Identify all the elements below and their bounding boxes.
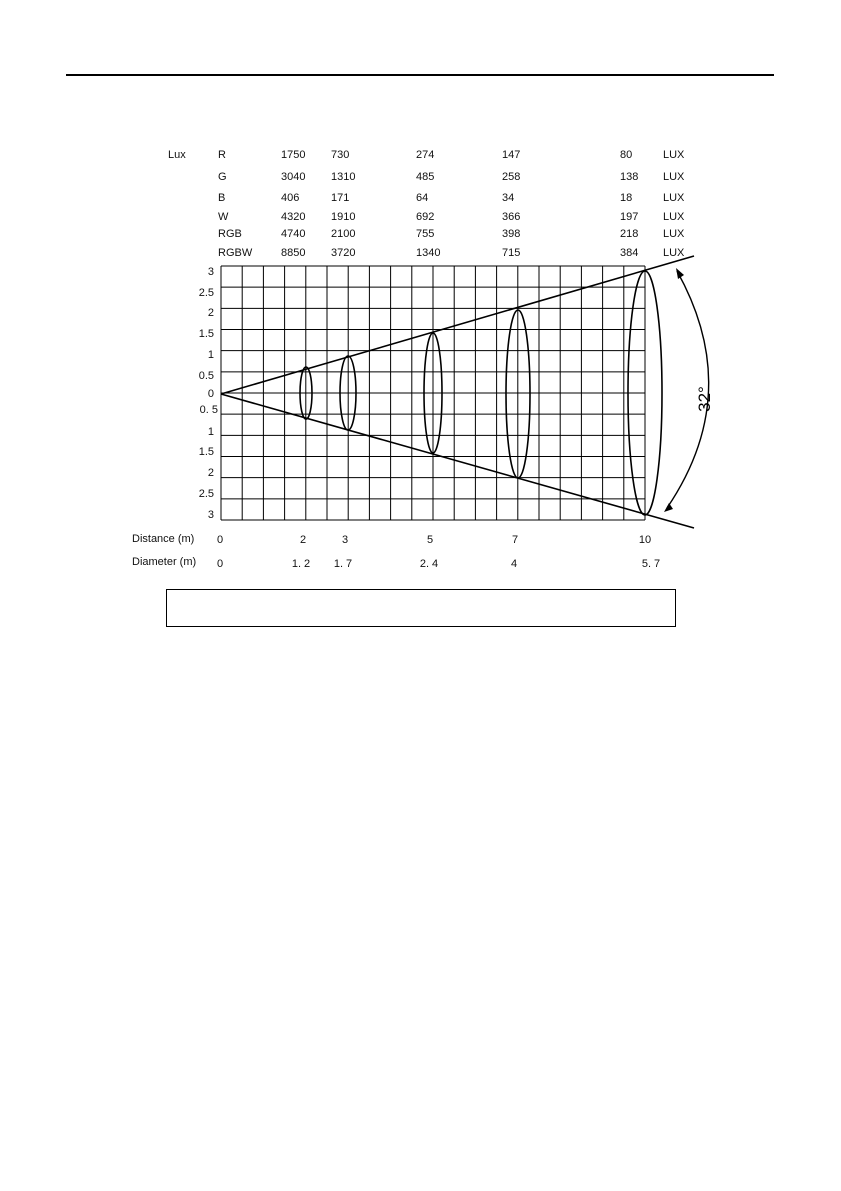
lux-value: 18 bbox=[620, 192, 633, 204]
lux-unit: LUX bbox=[663, 211, 685, 223]
lux-unit: LUX bbox=[663, 171, 685, 183]
y-axis-label: 2 bbox=[207, 467, 214, 479]
lux-value: 80 bbox=[620, 149, 633, 161]
lux-value: 1910 bbox=[331, 211, 356, 223]
y-axis-label: 3 bbox=[207, 509, 214, 521]
lux-value: 197 bbox=[620, 211, 639, 223]
y-axis-label: 2 bbox=[207, 307, 214, 319]
lux-unit: LUX bbox=[663, 192, 685, 204]
diameter-value: 2. 4 bbox=[419, 558, 439, 570]
lux-unit: LUX bbox=[663, 247, 685, 259]
diameter-value: 1. 7 bbox=[333, 558, 353, 570]
lux-value: 64 bbox=[416, 192, 429, 204]
lux-value: 715 bbox=[502, 247, 521, 259]
y-axis-label: 1 bbox=[207, 349, 214, 361]
lux-value: 485 bbox=[416, 171, 435, 183]
lux-value: 34 bbox=[502, 192, 515, 204]
lux-value: 755 bbox=[416, 228, 435, 240]
y-axis-label: 0. 5 bbox=[199, 404, 218, 416]
beam-upper-edge bbox=[221, 256, 694, 394]
diameter-label: Diameter (m) bbox=[132, 556, 197, 568]
y-axis-label: 0.5 bbox=[198, 370, 214, 382]
row-label-w: W bbox=[218, 211, 229, 223]
row-label-rgbw: RGBW bbox=[218, 247, 253, 259]
diameter-value: 1. 2 bbox=[291, 558, 311, 570]
lux-value: 147 bbox=[502, 149, 521, 161]
lux-value: 218 bbox=[620, 228, 639, 240]
lux-value: 8850 bbox=[281, 247, 306, 259]
lux-value: 384 bbox=[620, 247, 639, 259]
lux-unit: LUX bbox=[663, 149, 685, 161]
distance-label: Distance (m) bbox=[132, 533, 195, 545]
grid bbox=[221, 266, 645, 520]
lux-value: 1750 bbox=[281, 149, 306, 161]
y-axis-label: 1.5 bbox=[198, 446, 214, 458]
row-label-g: G bbox=[218, 171, 227, 183]
lux-value: 3040 bbox=[281, 171, 306, 183]
distance-value: 2 bbox=[299, 534, 307, 546]
diameter-value: 0 bbox=[216, 558, 224, 570]
diameter-value: 4 bbox=[510, 558, 518, 570]
row-label-rgb: RGB bbox=[218, 228, 242, 240]
y-axis-label: 2.5 bbox=[198, 287, 214, 299]
lux-value: 258 bbox=[502, 171, 521, 183]
y-axis-label: 0 bbox=[207, 388, 214, 400]
y-axis-label: 1.5 bbox=[198, 328, 214, 340]
lux-value: 692 bbox=[416, 211, 435, 223]
distance-value: 7 bbox=[511, 534, 519, 546]
lux-value: 3720 bbox=[331, 247, 356, 259]
lux-unit: LUX bbox=[663, 228, 685, 240]
lux-value: 171 bbox=[331, 192, 350, 204]
y-axis-label: 2.5 bbox=[198, 488, 214, 500]
y-axis-label: 1 bbox=[207, 426, 214, 438]
row-label-b: B bbox=[218, 192, 226, 204]
beam-angle-label: 32° bbox=[695, 386, 714, 412]
lux-value: 138 bbox=[620, 171, 639, 183]
lux-value: 730 bbox=[331, 149, 350, 161]
lux-value: 274 bbox=[416, 149, 435, 161]
y-axis-label: 3 bbox=[207, 266, 214, 278]
lux-value: 1340 bbox=[416, 247, 441, 259]
lux-value: 4320 bbox=[281, 211, 306, 223]
angle-arrowhead-bottom bbox=[664, 503, 673, 512]
distance-value: 5 bbox=[426, 534, 434, 546]
lux-value: 366 bbox=[502, 211, 521, 223]
lux-value: 406 bbox=[281, 192, 300, 204]
lux-table-title: Lux bbox=[168, 149, 186, 161]
distance-value: 3 bbox=[341, 534, 349, 546]
lux-value: 398 bbox=[502, 228, 521, 240]
lux-value: 4740 bbox=[281, 228, 306, 240]
lux-value: 1310 bbox=[331, 171, 356, 183]
caption-box bbox=[166, 589, 676, 627]
row-label-r: R bbox=[218, 149, 226, 161]
distance-value: 10 bbox=[638, 534, 652, 546]
diameter-value: 5. 7 bbox=[641, 558, 661, 570]
angle-arrowhead-top bbox=[676, 268, 684, 279]
lux-value: 2100 bbox=[331, 228, 356, 240]
distance-value: 0 bbox=[216, 534, 224, 546]
